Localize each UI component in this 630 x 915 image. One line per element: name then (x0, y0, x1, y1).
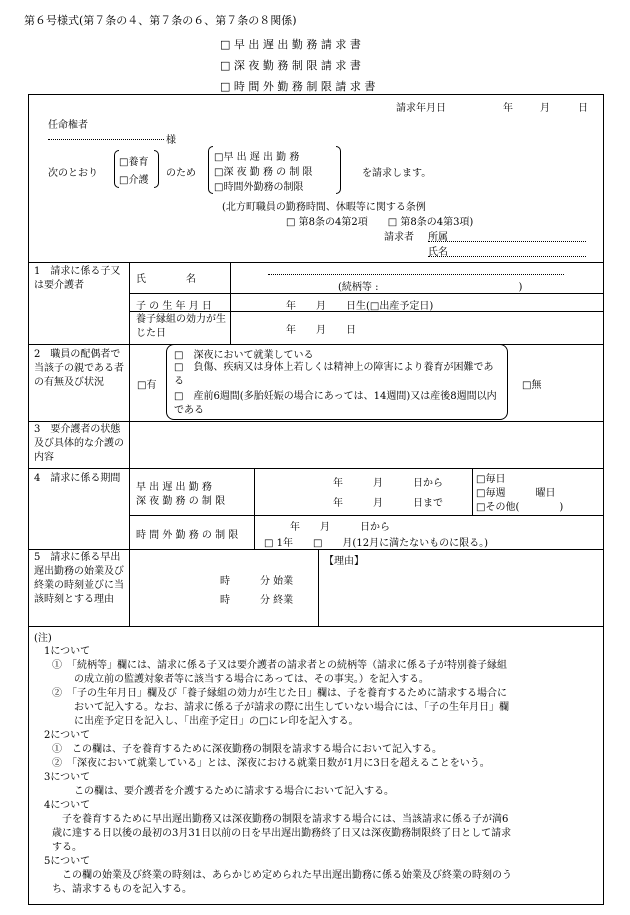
type-overtime-limit[interactable]: □時間外勤務の制限 (214, 182, 304, 193)
form-number: 第６号様式(第７条の４、第７条の６、第７条の８関係) (24, 14, 297, 27)
note-line: ② 「深夜において就業している」とは、深夜における就業日数が1月に3日を超えることをいう。 (52, 758, 490, 769)
note-line: ① 「続柄等」欄には、請求に係る子又は要介護者の請求者との続柄等（請求に係る子が特別養子縁組 (52, 660, 507, 671)
section2-label: 2 職員の配偶者で当該子の親である者の有無及び状況 (34, 349, 124, 388)
section1-inner-divider (230, 262, 231, 344)
ordinance-text: (北方町職員の勤務時間、休暇等に関する条例 (222, 202, 426, 213)
appointer-line (48, 139, 164, 140)
article-options[interactable]: □ 第8条の4第2項 □ 第8条の4第3項) (286, 217, 474, 228)
overtime-label: 時 間 外 勤 務 の 制 限 (136, 530, 239, 541)
freq-daily[interactable]: □毎日 (476, 474, 506, 485)
note-line: おいて記入する。なお、請求に係る子が請求の際に出生していない場合には、「子の生年月日」欄 (74, 702, 509, 713)
note-line: 4について (44, 800, 91, 811)
as-follows-label: 次のとおり (48, 168, 98, 179)
note-line: ① この欄は、子を養育するために深夜勤務の制限を請求する場合において記入する。 (52, 744, 442, 755)
period-to[interactable]: 年 月 日まで (333, 498, 443, 509)
affiliation-line (428, 241, 586, 242)
care-bracket-right (154, 150, 159, 188)
name-label: 氏名 (428, 247, 448, 258)
divider-notes (28, 626, 604, 627)
note-line: ② 「子の生年月日」欄及び「養子縁組の効力が生じた日」欄は、子を養育するために請求する場合に (52, 688, 507, 699)
divider-adoption (129, 311, 604, 312)
request-suffix: を請求します。 (362, 168, 432, 179)
for-label: のため (166, 168, 196, 179)
adoption-label: 養子縁組の効力が生じた日 (136, 314, 226, 339)
divider-section5 (28, 549, 604, 550)
overtime-period[interactable]: □ 1年 □ 月(12月に満たないものに限る。) (264, 538, 488, 549)
child-name-label: 氏 名 (136, 274, 196, 285)
type-night-limit[interactable]: □深 夜 勤 務 の 制 限 (214, 167, 313, 178)
spouse-item-night[interactable]: □ 深夜において就業している (174, 350, 314, 361)
label-column-divider (129, 262, 130, 626)
name-line (428, 256, 586, 257)
note-line: ち、請求するものを記入する。 (52, 884, 192, 895)
adoption-value[interactable]: 年 月 日 (286, 325, 356, 336)
date-month: 月 (540, 103, 550, 114)
note-line: に出産予定日を記入し、「出産予定日」の□にレ印を記入する。 (74, 716, 359, 727)
divider-section4 (28, 468, 604, 469)
note-line: 5について (44, 856, 91, 867)
period-type-early-late: 早 出 遅 出 勤 務 (136, 482, 212, 493)
birth-value[interactable]: 年 月 日生(□出産予定日) (286, 301, 434, 312)
end-time[interactable]: 時 分 終業 (220, 595, 294, 606)
date-day: 日 (578, 103, 588, 114)
divider-section1 (28, 262, 604, 263)
freq-weekly[interactable]: □毎週 曜日 (476, 488, 556, 499)
note-line: 3について (44, 772, 91, 783)
section3-label: 3 要介護者の状態及び具体的な介護の内容 (34, 424, 124, 463)
divider-overtime (129, 515, 604, 516)
child-name-line (268, 274, 564, 275)
period-from[interactable]: 年 月 日から (333, 478, 443, 489)
overtime-from[interactable]: 年 月 日から (290, 522, 390, 533)
care-option-nursing[interactable]: □介護 (119, 175, 149, 186)
note-line: 子を養育するために早出遅出勤務又は深夜勤務の制限を請求する場合には、当該請求に係る子が満6 (62, 814, 509, 825)
relation-field[interactable]: (続柄等 : ) (338, 282, 523, 293)
section4-inner-divider (254, 468, 255, 549)
start-time[interactable]: 時 分 始業 (220, 576, 294, 587)
note-line: する。 (52, 842, 82, 853)
date-year: 年 (503, 103, 513, 114)
type-bracket-left (208, 146, 213, 194)
note-line: 1について (44, 646, 91, 657)
period-type-night: 深 夜 勤 務 の 制 限 (136, 496, 226, 507)
divider-birth (129, 293, 604, 294)
title-overtime-limit: □ 時 間 外 勤 務 制 限 請 求 書 (220, 80, 376, 93)
requester-label: 請求者 (384, 232, 414, 243)
note-line: この欄の始業及び終業の時刻は、あらかじめ定められた早出遅出勤務に係る始業及び終業の時刻のう (62, 870, 512, 881)
section5-label: 5 請求に係る早出遅出勤務の始業及び終業の時刻並びに当該時刻とする理由 (34, 552, 124, 605)
spouse-item-illness[interactable]: □ 負傷、疾病又は身体上若しくは精神上の障害により養育が困難である (174, 362, 494, 387)
appointer-label: 任命権者 (48, 120, 88, 131)
note-line: 歳に達する日以後の最初の3月31日以前の日を早出遅出勤務終了日又は深夜勤務制限終了日として請求 (52, 828, 512, 839)
spouse-yes[interactable]: □有 (137, 380, 157, 391)
type-bracket-right (336, 146, 341, 194)
birth-label: 子 の 生 年 月 日 (136, 301, 212, 312)
section1-label: 1 請求に係る子又は要介護者 (34, 266, 121, 291)
note-line: この欄は、要介護者を介護するために請求する場合において記入する。 (74, 786, 394, 797)
section4-freq-divider (472, 468, 473, 515)
note-line: 2について (44, 730, 91, 741)
title-early-late: □ 早 出 遅 出 勤 務 請 求 書 (220, 38, 361, 51)
request-date-label: 請求年月日 (396, 103, 446, 114)
care-option-nurture[interactable]: □養育 (119, 157, 149, 168)
affiliation-label: 所属 (428, 232, 448, 243)
spouse-no[interactable]: □無 (522, 380, 542, 391)
note-line: の成立前の監護対象者等に該当する場合にあっては、その事実。）を記入する。 (74, 674, 429, 685)
freq-other[interactable]: □その他( ) (476, 502, 564, 513)
reason-label: 【理由】 (324, 556, 364, 567)
type-early-late[interactable]: □早 出 遅 出 勤 務 (214, 152, 300, 163)
section4-label: 4 請求に係る期間 (34, 473, 121, 484)
spouse-item-maternity[interactable]: □ 産前6週間(多胎妊娠の場合にあっては、14週間)又は産後8週間以内である (174, 391, 497, 416)
divider-section3 (28, 421, 604, 422)
sama-label: 様 (166, 135, 176, 146)
title-night-limit: □ 深 夜 勤 務 制 限 請 求 書 (220, 59, 361, 72)
notes-header: (注) (34, 633, 52, 644)
section5-inner-divider (318, 549, 319, 626)
